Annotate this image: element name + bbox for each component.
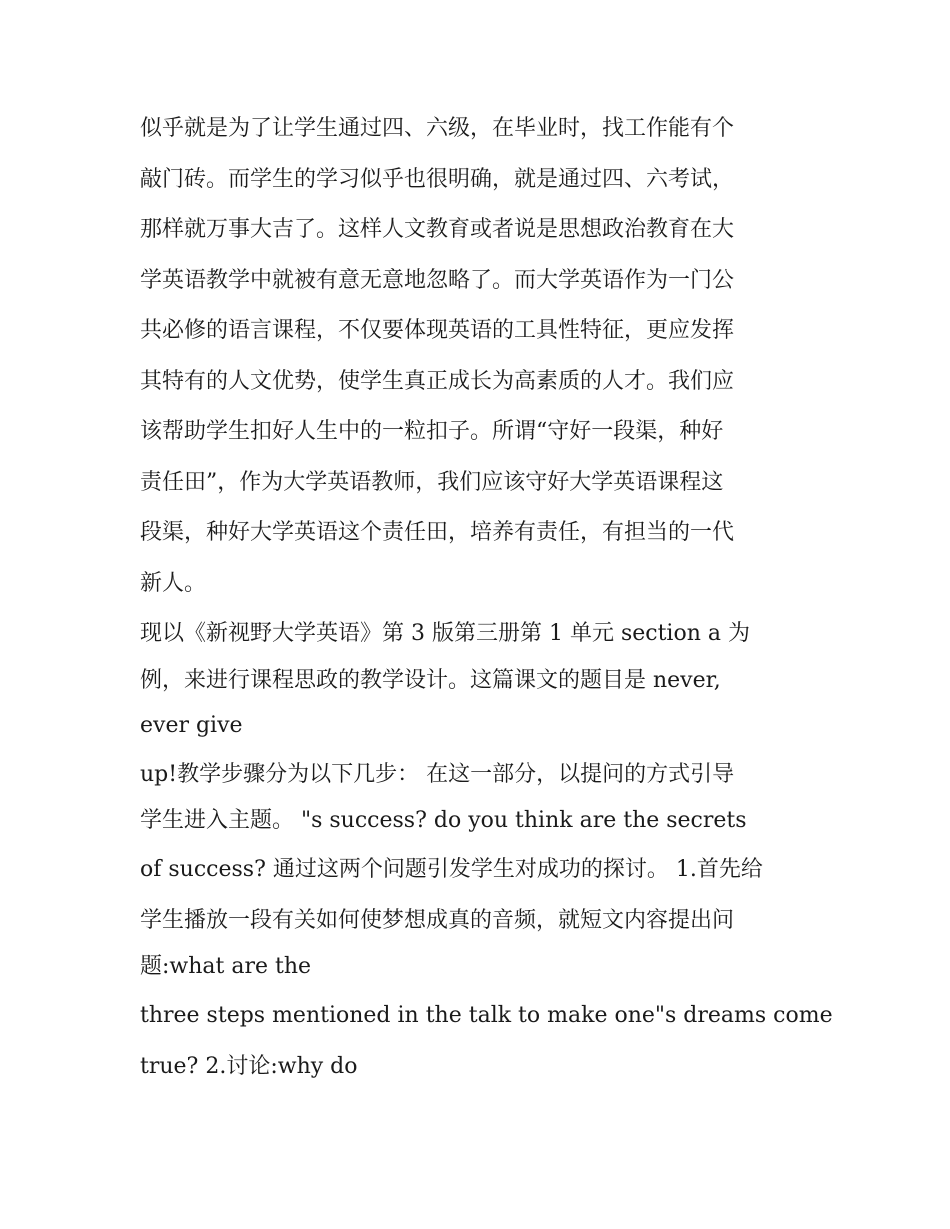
text-line: of success? 通过这两个问题引发学生对成功的探讨。 1.首先给 [140,857,763,882]
text-line: 例，来进行课程思政的教学设计。这篇课文的题目是 never, [140,667,721,693]
text-line: up!教学步骤分为以下几步： 在这一部分，以提问的方式引导 [140,761,735,787]
text-line: ever give [140,712,243,738]
text-line: 现以《新视野大学英语》第 3 版第三册第 1 单元 section a 为 [140,621,750,646]
text-line: 责任田”，作为大学英语教师，我们应该守好大学英语课程这 [140,469,724,495]
text-line: 那样就万事大吉了。这样人文教育或者说是思想政治教育在大 [140,217,735,242]
text-line: 段渠，种好大学英语这个责任田，培养有责任，有担当的一代 [140,520,735,545]
text-line: 该帮助学生扣好人生中的一粒扣子。所谓“守好一段渠，种好 [140,419,724,444]
text-line: 共必修的语言课程，不仅要体现英语的工具性特征，更应发挥 [140,318,735,343]
text-line: 新人。 [140,570,207,596]
text-line: three steps mentioned in the talk to make one"s dreams come [140,1003,833,1028]
text-line: 敲门砖。而学生的学习似乎也很明确，就是通过四、六考试， [140,166,735,192]
text-line: 学生进入主题。 "s success? do you think are the secrets [140,808,747,833]
text-line: true? 2.讨论:why do [140,1053,358,1079]
text-line: 学生播放一段有关如何使梦想成真的音频，就短文内容提出问 [140,907,735,933]
text-line: 题:what are the [140,954,312,979]
text-line: 其特有的人文优势，使学生真正成长为高素质的人才。我们应 [140,368,735,394]
body-text [140,104,833,1092]
text-line: 似乎就是为了让学生通过四、六级，在毕业时，找工作能有个 [140,116,735,141]
text-line: 学英语教学中就被有意无意地忽略了。而大学英语作为一门公 [140,267,735,293]
